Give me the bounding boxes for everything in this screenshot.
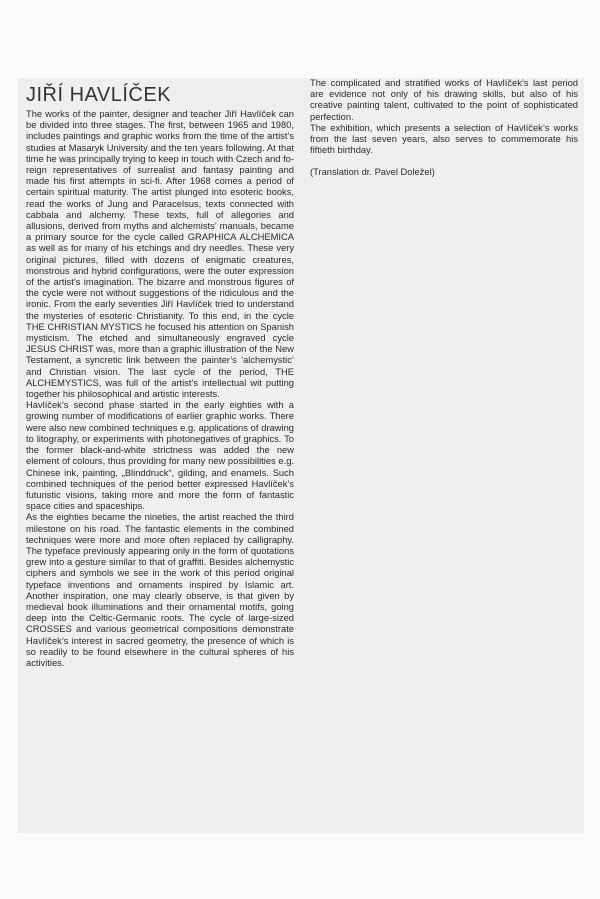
text-panel [18, 78, 584, 833]
paragraph-first-stage: The works of the painter, designer and teacher Jiří Havlíček can be divided into three stages. The first, between 1965 and 1980, includes paintings and graphic works from the time of the artist’s studies at Masaryk University and the ten years following. At that time he was principally trying to keep in touch with Czech and foreign representatives of surrealist and fantasy painting and made his first attempts in sci-fi. After 1968 comes a period of certain spiritual maturity. The artist plunged into esoteric books, read the works of Jung and Paracelsus, texts connected with cabbala and alchemy. These texts, full of allegories and allusions, derived from myths and alchemists’ manuals, became a primary source for the cycle called GRAPHICA ALCHEMICA as well as for many of his etchings and dry needles. These very original pictures, filled with dozens of enigmatic creatures, monstrous and hybrid configurations, were the outer expression of the artist’s imagination. The bizarre and monstrous figures of the cycle were not without suggestions of the ridiculous and the ironic. From the early seventies Jiří Havlíček tried to understand the mysteries of esoteric Christianity. To this end, in the cycle THE CHRISTIAN MYSTICS he focused his attention on Spanish mysticism. The etched and simultaneously engraved cycle JESUS CHRIST was, more than a graphic illustration of the New Testament, a syncretic link between the painter’s ’alchemystic’ and Christian vision. The last cycle of the period, THE ALCHEMYSTICS, was full of the artist’s intellectual wit putting together his philosophical and artistic interests. [26, 109, 294, 400]
translation-credit: (Translation dr. Pavel Doležel) [310, 167, 435, 178]
paragraph-second-stage: Havlíček’s second phase started in the early eighties with a growing number of modifications of earlier graphic works. There were also new combined techniques e.g. applications of drawing to litography, or experiments with photonegatives of graphics. To the former black-and-white strictness was added the new element of colours, thus providing for many new possibilities e.g. Chinese ink, painting, „Blinddruck“, gilding, and enamels. Such combined techniques of the period better expressed Havlíček’s futuristic visions, taking more and more the form of fantastic space cities and spaceships. [26, 400, 294, 512]
article-title: JIŘÍ HAVLÍČEK [26, 84, 172, 106]
paragraph-third-stage: As the eighties became the nineties, the artist reached the third milestone on his road. The fantastic elements in the combined techniques were more and more often replaced by calligraphy. The typeface previously appearing only in the form of quotations grew into a gesture similar to that of graffiti. Besides alchemystic ciphers and symbols we see in the work of this period original typeface inventions and ornaments inspired by Islamic art. Another inspiration, one may clearly observe, is that given by medieval book illuminations and their ornamental motifs, going deep into the Celtic-Germanic roots. The cycle of large-sized CROSSES and various geometrical compositions demonstrate Havlíček’s interest in sacred geometry, the presence of which is so readily to be found elsewhere in the cultural spheres of his activities. [26, 512, 294, 668]
paragraph-last-period: The complicated and stratified works of Havlíček’s last period are evidence not only of his drawing skills, but also of his creative painting talent, cultivated to the point of sophisticated perfection. [310, 78, 578, 122]
right-column [310, 78, 578, 179]
paragraph-exhibition: The exhibition, which presents a selection of Havlíček’s works from the last seven years, also serves to commemorate his fiftieth birthday. [310, 122, 578, 156]
left-column [26, 84, 294, 669]
